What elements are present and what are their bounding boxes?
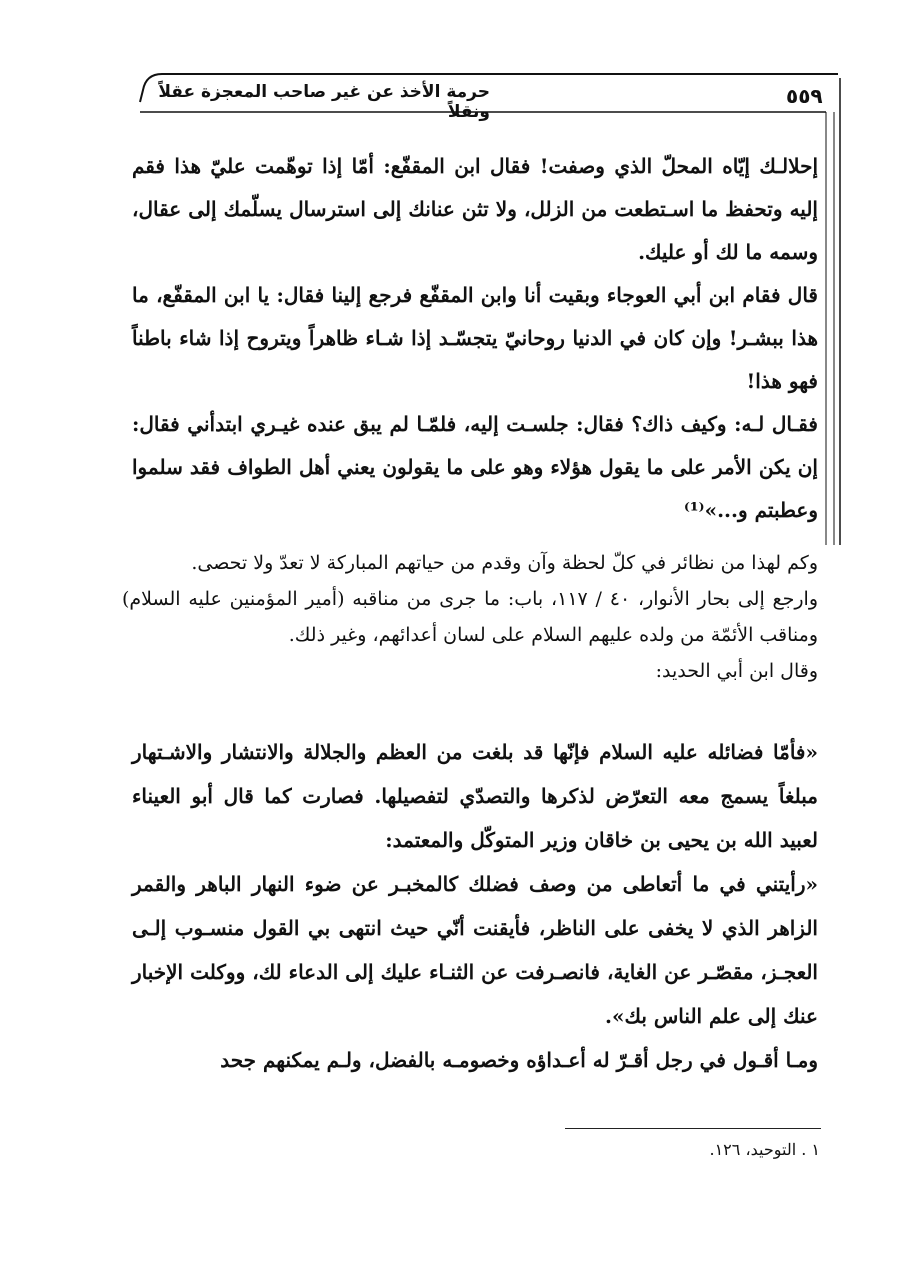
quoted-passage-ibn-abi-al-hadid: [132, 730, 818, 1082]
quote-paragraph: «رأيتني في ما أتعاطى من وصف فضلك كالمخبـر عن ضوء النهار الباهر والقمر الزاهر الذي لا يخفى على الناظر، فأيقنت أنّي حيث انتهى بي القول منسـوب إلـى العجـز، مقصّـر عن الغاية، فانصـرفت عن الثنـاء عليك إلى الدعاء لك، ووكلت الإخبار عنك إلى علم الناس بك».: [132, 872, 818, 1028]
footnote: ١ . التوحيد، ١٢٦.: [709, 1140, 820, 1159]
running-title: حرمة الأخذ عن غير صاحب المعجزة عقلاً ونقلاً: [158, 82, 490, 122]
body-paragraph: وقال ابن أبي الحديد:: [655, 660, 818, 682]
quote-paragraph: «فأمّا فضائله عليه السلام فإنّها قد بلغت من العظم والجلالة والانتشار والاشـتهار مبلغاً يسمج معه التعرّض لذكرها والتصدّي لتفصيلها. فصارت كما قال أبو العيناء لعبيد الله بن يحيى بن خاقان وزير المتوكّل والمعتمد:: [132, 740, 818, 852]
quote-paragraph: قال فقام ابن أبي العوجاء وبقيت أنا وابن المقفّع فرجع إلينا فقال: يا ابن المقفّع، ما هذا ببشـر! وإن كان في الدنيا روحانيّ يتجسّـد إذا شـاء ظاهراً ويتروح إذا شاء باطناً فهو هذا!: [132, 283, 818, 393]
footnote-separator: [565, 1128, 821, 1129]
body-paragraph: وارجع إلى بحار الأنوار، ٤٠ / ١١٧، باب: ما جرى من مناقبه (أمير المؤمنين عليه السلام) ومناقب الأئمّة من ولده عليهم السلام على لسان أعدائهم، وغير ذلك.: [122, 588, 819, 646]
body-text: [122, 545, 818, 689]
quote-paragraph: فقـال لـه: وكيف ذاك؟ فقال: جلسـت إليه، فلمّـا لم يبق عنده غيـري ابتدأني فقال: إن يكن الأمر على ما يقول هؤلاء وهو على ما يقولون يعني أهل الطواف فقد سلموا وعطبتم و...»⁽¹⁾: [132, 412, 818, 522]
body-paragraph: وكم لهذا من نظائر في كلّ لحظة وآن وقدم من حياتهم المباركة لا تعدّ ولا تحصى.: [191, 552, 818, 574]
quote-paragraph: ومـا أقـول في رجل أقـرّ له أعـداؤه وخصومـه بالفضل، ولـم يمكنهم جحد: [220, 1048, 818, 1072]
quoted-passage: [132, 145, 818, 532]
quote-paragraph: إحلالـك إيّاه المحلّ الذي وصفت! فقال ابن المقفّع: أمّا إذا توهّمت عليّ هذا فقم إليه وتحفظ ما اسـتطعت من الزلل، ولا تثن عنانك إلى استرسال يسلّمك إلى عقال، وسمه ما لك أو عليك.: [132, 154, 818, 264]
page-number: ٥٥٩: [786, 84, 823, 108]
